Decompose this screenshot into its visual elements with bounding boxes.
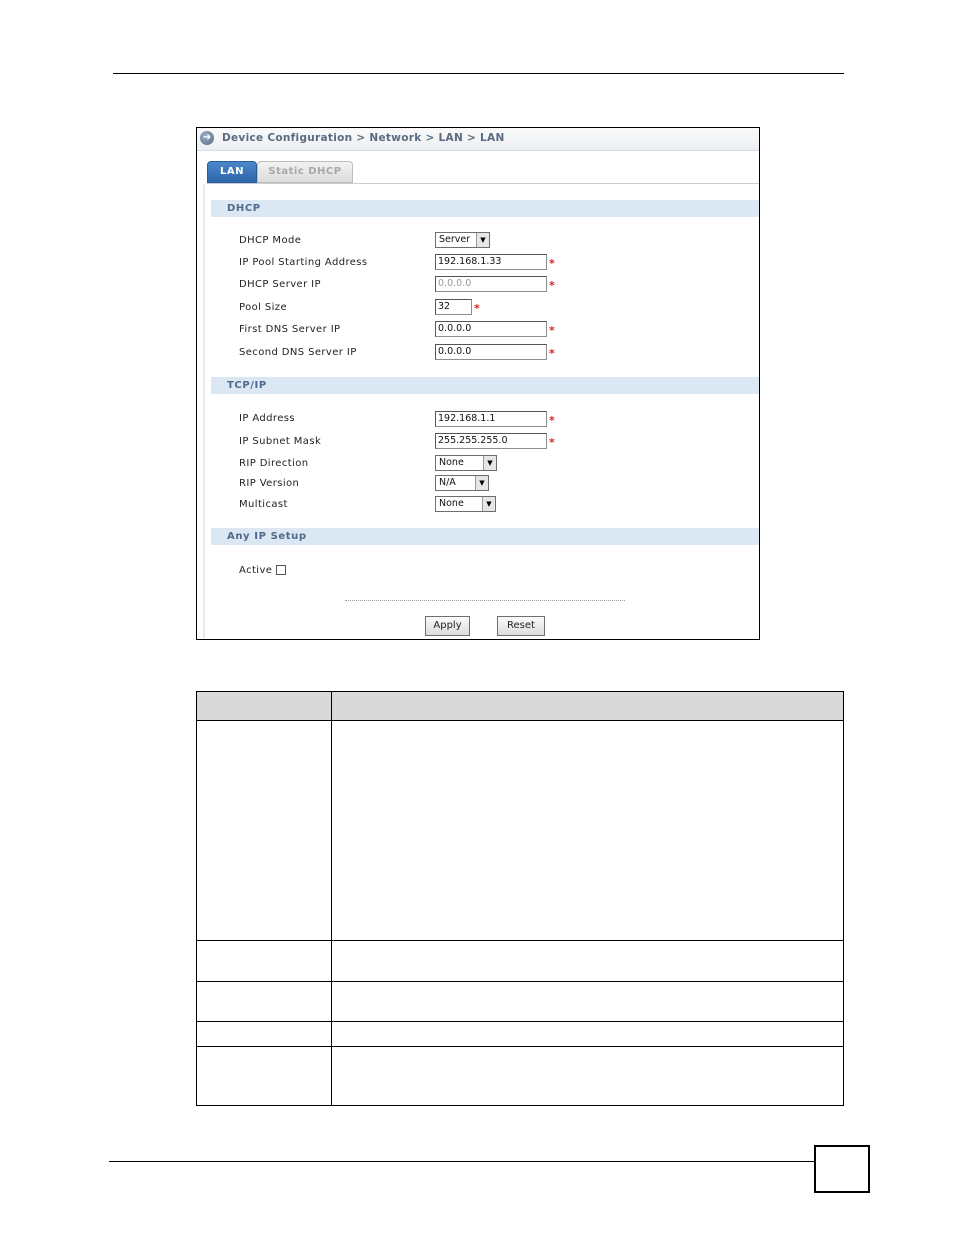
active-checkbox[interactable] <box>276 565 286 575</box>
multicast-label: Multicast <box>239 499 288 510</box>
dhcp-mode-select[interactable] <box>435 232 490 248</box>
required-mark: * <box>549 324 555 337</box>
footer-rule <box>109 1161 814 1162</box>
tab-divider <box>207 183 759 184</box>
table-row-divider <box>197 940 843 941</box>
chevron-down-icon[interactable]: ▼ <box>482 497 495 511</box>
rip-version-select[interactable] <box>435 475 489 491</box>
required-mark: * <box>549 257 555 270</box>
first-dns-input[interactable]: 0.0.0.0 <box>435 321 547 337</box>
subnet-mask-input[interactable]: 255.255.255.0 <box>435 433 547 449</box>
rip-direction-value: None <box>439 457 464 468</box>
pool-size-input[interactable]: 32 <box>435 299 472 315</box>
pool-size-label: Pool Size <box>239 302 287 313</box>
multicast-value: None <box>439 498 464 509</box>
second-dns-label: Second DNS Server IP <box>239 347 357 358</box>
tab-static-dhcp[interactable]: Static DHCP <box>257 161 353 183</box>
back-arrow-icon[interactable]: ➜ <box>200 131 214 145</box>
tab-lan[interactable]: LAN <box>207 161 257 183</box>
chevron-down-icon[interactable]: ▼ <box>483 456 496 470</box>
table-row-divider <box>197 1021 843 1022</box>
dhcp-mode-value: Server <box>439 234 471 245</box>
subnet-mask-label: IP Subnet Mask <box>239 436 322 447</box>
ip-pool-start-input[interactable]: 192.168.1.33 <box>435 254 547 270</box>
dhcp-server-ip-input[interactable]: 0.0.0.0 <box>435 276 547 292</box>
required-mark: * <box>549 347 555 360</box>
left-edge <box>203 184 205 640</box>
multicast-select[interactable] <box>435 496 496 512</box>
rip-version-label: RIP Version <box>239 478 300 489</box>
section-any-ip: Any IP Setup <box>211 528 759 545</box>
required-mark: * <box>549 279 555 292</box>
rip-version-value: N/A <box>439 477 456 488</box>
section-tcpip: TCP/IP <box>211 377 759 394</box>
required-mark: * <box>549 414 555 427</box>
table-row-divider <box>197 981 843 982</box>
required-mark: * <box>474 302 480 315</box>
divider-dotted <box>345 600 625 601</box>
header-rule <box>113 73 844 74</box>
required-mark: * <box>549 436 555 449</box>
active-label: Active <box>239 565 273 576</box>
section-dhcp: DHCP <box>211 200 759 217</box>
apply-button[interactable]: Apply <box>425 616 470 636</box>
table-row-divider <box>197 1046 843 1047</box>
breadcrumb: Device Configuration > Network > LAN > LAN <box>222 132 505 144</box>
reset-button[interactable]: Reset <box>497 616 545 636</box>
table-column-divider <box>331 692 332 1105</box>
rip-direction-label: RIP Direction <box>239 458 309 469</box>
ip-pool-start-label: IP Pool Starting Address <box>239 257 368 268</box>
field-description-table <box>196 691 844 1106</box>
ip-address-label: IP Address <box>239 413 295 424</box>
chevron-down-icon[interactable]: ▼ <box>476 233 489 247</box>
chevron-down-icon[interactable]: ▼ <box>475 476 488 490</box>
lan-config-screen <box>196 127 760 640</box>
ip-address-input[interactable]: 192.168.1.1 <box>435 411 547 427</box>
table-header <box>197 692 843 721</box>
dhcp-mode-label: DHCP Mode <box>239 235 302 246</box>
first-dns-label: First DNS Server IP <box>239 324 341 335</box>
dhcp-server-ip-label: DHCP Server IP <box>239 279 321 290</box>
second-dns-input[interactable]: 0.0.0.0 <box>435 344 547 360</box>
page-number-box <box>814 1145 870 1193</box>
breadcrumb-bar <box>197 128 759 151</box>
rip-direction-select[interactable] <box>435 455 497 471</box>
